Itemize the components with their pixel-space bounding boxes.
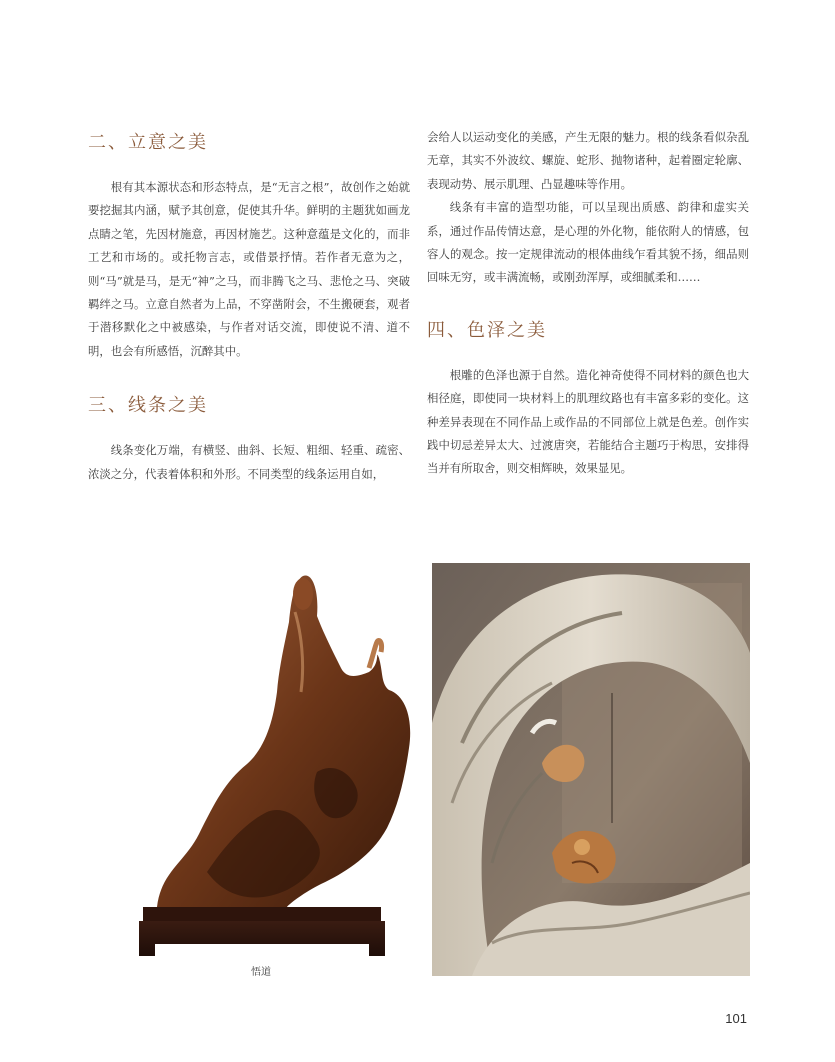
section-3-second-paragraph: 线条有丰富的造型功能，可以呈现出质感、韵律和虚实关系，通过作品传情达意，是心理的外化物，能依附人的情感，包容人的观念。按一定规律流动的根体曲线乍看其貌不扬，细品则回味无穷，或丰满流畅，或刚劲浑厚，或细腻柔和…… [427,200,749,285]
section-3-continued-paragraph: 会给人以运动变化的美感，产生无限的魅力。根的线条看似杂乱无章，其实不外波纹、螺旋、蛇形、抛物诸种，起着圈定轮廓、表现动势、展示肌理、凸显趣味等作用。 [427,130,749,191]
driftwood-carving-photo [432,563,750,976]
section-4-title: 四、色泽之美 [427,319,547,341]
right-column [427,126,749,481]
page-number: 101 [725,1011,747,1026]
section-3-title: 三、线条之美 [88,395,208,417]
section-2-title: 二、立意之美 [88,132,208,153]
section-2-paragraph: 根有其本源状态和形态特点，是“无言之根”，故创作之始就要挖掘其内涵，赋予其创意，促使其升华。鲜明的主题犹如画龙点睛之笔，先因材施意，再因材施艺。这种意蕴是文化的，而非工艺和市场的。或托物言志，或借景抒情。若作者无意为之，则“马”就是马，是无“神”之马，而非腾飞之马、悲怆之马、突破羁绊之马。立意自然者为上品，不穿凿附会，不生搬硬套，观者于潜移默化之中被感染，与作者对话交流，即使说不清、道不明，也会有所感悟，沉醉其中。 [88,180,410,358]
sculpture-photo-wudao [137,572,417,960]
section-4-paragraph: 根雕的色泽也源于自然。造化神奇使得不同材料的颜色也大相径庭，即使同一块材料上的肌理纹路也有丰富多彩的变化。这种差异表现在不同作品上或作品的不同部位上就是色差。创作实践中切忌差异太大、过渡唐突，若能结合主题巧于构思，安排得当并有所取舍，则交相辉映，效果显见。 [427,367,749,476]
left-column [88,128,410,486]
section-3-paragraph: 线条变化万端，有横竖、曲斜、长短、粗细、轻重、疏密、浓淡之分，代表着体积和外形。不同类型的线条运用自如， [88,443,410,481]
figure-1-caption: 悟道 [251,967,271,978]
